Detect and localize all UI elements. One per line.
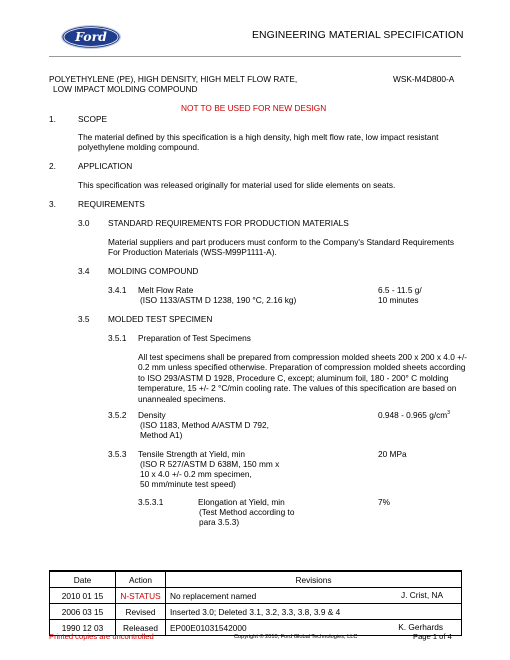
- subsection-title-molded-test-specimen: MOLDED TEST SPECIMEN: [108, 314, 213, 324]
- copyright-notice: Copyright © 2010, Ford Global Technologies, LLC: [234, 634, 358, 640]
- property-method: 50 mm/minute test speed): [140, 479, 236, 489]
- table-header-row: [50, 571, 462, 588]
- subsection-number: 3.0: [78, 218, 90, 228]
- property-name-density: Density: [138, 410, 166, 420]
- section-title-scope: SCOPE: [78, 114, 108, 124]
- subsection-title-molding-compound: MOLDING COMPOUND: [108, 266, 199, 276]
- revision-description: EP00E01031542000 K. Gerhards: [166, 620, 462, 636]
- spec-title-line1: POLYETHYLENE (PE), HIGH DENSITY, HIGH MELT FLOW RATE,: [49, 74, 298, 84]
- property-method: (ISO 1183, Method A/ASTM D 792,: [140, 420, 269, 430]
- property-value: 20 MPa: [378, 449, 407, 459]
- revision-date: 2006 03 15: [50, 604, 116, 620]
- warning-notice: NOT TO BE USED FOR NEW DESIGN: [181, 103, 327, 113]
- standard-requirements-text: Material suppliers and part producers must conform to the Company's Standard Requirements For Production Materials (WSS-M99P1111-A).: [108, 237, 455, 258]
- revision-table: [49, 570, 462, 636]
- section-title-requirements: REQUIREMENTS: [78, 199, 145, 209]
- spec-number: WSK-M4D800-A: [393, 74, 455, 84]
- property-name-melt-flow-rate: Melt Flow Rate: [138, 285, 194, 295]
- property-name-tensile-strength: Tensile Strength at Yield, min: [138, 449, 245, 459]
- property-name-elongation: Elongation at Yield, min: [198, 497, 285, 507]
- table-row: [50, 588, 462, 604]
- property-number: 3.4.1: [108, 285, 127, 295]
- section-number: 2.: [49, 161, 56, 171]
- property-number: 3.5.2: [108, 410, 127, 420]
- preparation-title: Preparation of Test Specimens: [138, 333, 251, 343]
- brand-text: Ford: [75, 29, 107, 45]
- application-text: This specification was released originally for material used for slide elements on seats.: [78, 180, 396, 190]
- section-number: 3.: [49, 199, 56, 209]
- revision-author: K. Gerhards: [398, 622, 443, 632]
- scope-text: The material defined by this specification is a high density, high melt flow rate, low impact resistant polyethylene molding compound.: [78, 132, 439, 153]
- property-number: 3.5.3.1: [138, 497, 164, 507]
- table-row: [50, 604, 462, 620]
- property-number: 3.5.1: [108, 333, 127, 343]
- property-value: 0.948 - 0.965 $g/cm^3$: [378, 410, 450, 420]
- revision-date: 2010 01 15: [50, 588, 116, 604]
- uncontrolled-notice: Printed copies are uncontrolled: [49, 632, 154, 641]
- property-method: Method A1): [140, 430, 183, 440]
- subsection-number: 3.4: [78, 266, 90, 276]
- section-title-application: APPLICATION: [78, 161, 133, 171]
- revision-action: Revised: [116, 604, 166, 620]
- property-number: 3.5.3: [108, 449, 127, 459]
- document-type-title: ENGINEERING MATERIAL SPECIFICATION: [252, 30, 464, 41]
- property-method: para 3.5.3): [199, 517, 240, 527]
- page-number: Page 1 of 4: [413, 632, 452, 641]
- section-number: 1.: [49, 114, 56, 124]
- revision-description: Inserted 3.0; Deleted 3.1, 3.2, 3.3, 3.8, 3.9 & 4: [166, 604, 462, 620]
- column-header-action: Action: [116, 571, 166, 588]
- revision-date: 1990 12 03: [50, 620, 116, 636]
- revision-action: Released: [116, 620, 166, 636]
- property-value: 7%: [378, 497, 390, 507]
- revision-author: J. Crist, NA: [401, 590, 443, 600]
- header-divider: [49, 56, 461, 57]
- property-method: (ISO 1133/ASTM D 1238, 190 °C, 2.16 kg): [140, 295, 297, 305]
- subsection-title-standard-requirements: STANDARD REQUIREMENTS FOR PRODUCTION MATERIALS: [108, 218, 349, 228]
- property-method: (ISO R 527/ASTM D 638M, 150 mm x: [140, 459, 280, 469]
- property-method: 10 x 4.0 +/- 0.2 mm specimen,: [140, 469, 252, 479]
- column-header-date: Date: [50, 571, 116, 588]
- spec-title-line2: LOW IMPACT MOLDING COMPOUND: [53, 84, 198, 94]
- subsection-number: 3.5: [78, 314, 90, 324]
- preparation-text: All test specimens shall be prepared from compression molded sheets 200 x 200 x 4.0 +/- 0.2 mm unless specified otherwise. Preparation of compression molded sheets according to ISO 293/ASTM D 1928, Procedure C, except; aluminum foil, 180 - 200° C molding temperature, 15 +/- 2 °C/min cooling rate. The values of this specification are based on unannealed specimens.: [138, 352, 468, 404]
- property-method: (Test Method according to: [199, 507, 295, 517]
- property-value-unit: 10 minutes: [378, 295, 419, 305]
- revision-action: N-STATUS: [116, 588, 166, 604]
- ford-logo: [60, 24, 122, 50]
- column-header-revisions: Revisions: [166, 571, 462, 588]
- revision-description: No replacement named J. Crist, NA: [166, 588, 462, 604]
- property-value: 6.5 - 11.5 g/: [378, 285, 422, 295]
